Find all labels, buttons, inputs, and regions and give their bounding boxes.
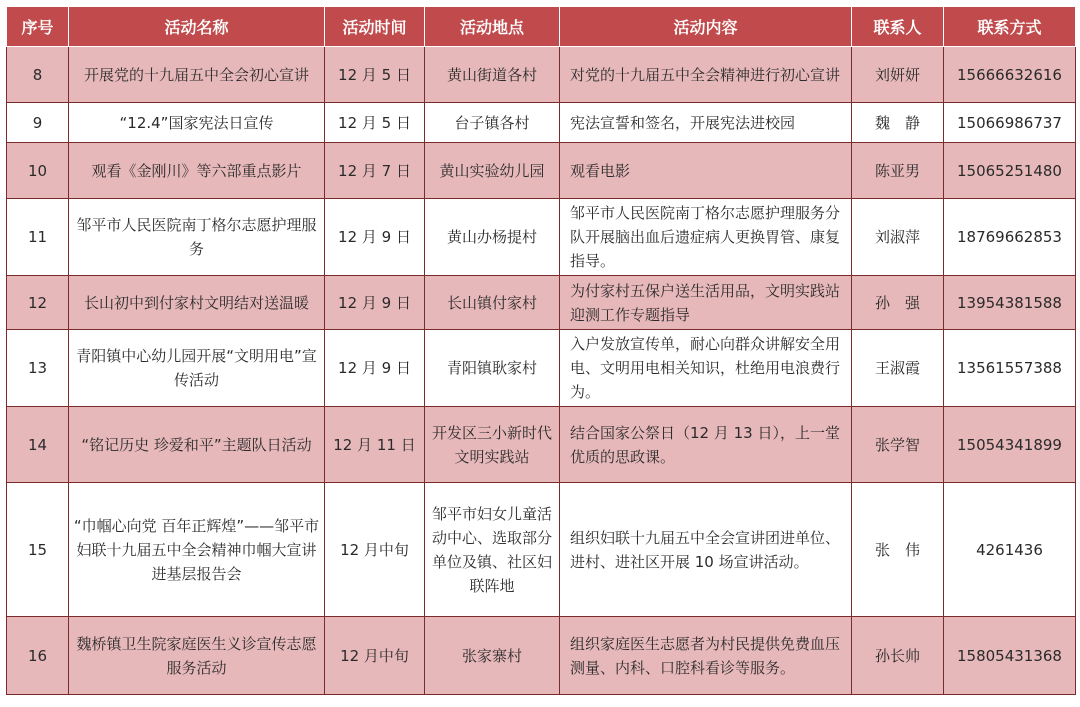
cell-time: 12 月中旬	[325, 483, 425, 617]
cell-no: 14	[7, 407, 69, 483]
cell-contact: 刘淑萍	[852, 199, 944, 276]
cell-contact: 魏 静	[852, 103, 944, 143]
cell-place: 台子镇各村	[425, 103, 560, 143]
header-contact: 联系人	[852, 7, 944, 47]
cell-place: 长山镇付家村	[425, 276, 560, 330]
cell-time: 12 月 5 日	[325, 103, 425, 143]
table-row	[7, 407, 1076, 483]
header-place: 活动地点	[425, 7, 560, 47]
activity-table	[6, 6, 1076, 695]
cell-phone: 18769662853	[944, 199, 1076, 276]
cell-no: 13	[7, 330, 69, 407]
cell-no: 11	[7, 199, 69, 276]
cell-contact: 张 伟	[852, 483, 944, 617]
cell-no: 15	[7, 483, 69, 617]
activity-table-container	[6, 6, 1075, 695]
header-name: 活动名称	[69, 7, 325, 47]
cell-no: 9	[7, 103, 69, 143]
cell-no: 12	[7, 276, 69, 330]
cell-place: 青阳镇耿家村	[425, 330, 560, 407]
table-row	[7, 617, 1076, 695]
cell-phone: 4261436	[944, 483, 1076, 617]
cell-time: 12 月中旬	[325, 617, 425, 695]
table-row	[7, 199, 1076, 276]
cell-time: 12 月 9 日	[325, 276, 425, 330]
cell-phone: 15065251480	[944, 143, 1076, 199]
cell-phone: 13561557388	[944, 330, 1076, 407]
cell-contact: 陈亚男	[852, 143, 944, 199]
cell-phone: 13954381588	[944, 276, 1076, 330]
table-row	[7, 143, 1076, 199]
cell-content: 结合国家公祭日（12 月 13 日），上一堂优质的思政课。	[560, 407, 852, 483]
cell-place: 张家寨村	[425, 617, 560, 695]
cell-time: 12 月 9 日	[325, 330, 425, 407]
cell-name: “12.4”国家宪法日宣传	[69, 103, 325, 143]
cell-content: 组织妇联十九届五中全会宣讲团进单位、进村、进社区开展 10 场宣讲活动。	[560, 483, 852, 617]
cell-name: “铭记历史 珍爱和平”主题队日活动	[69, 407, 325, 483]
cell-place: 邹平市妇女儿童活动中心、选取部分单位及镇、社区妇联阵地	[425, 483, 560, 617]
cell-name: 魏桥镇卫生院家庭医生义诊宣传志愿服务活动	[69, 617, 325, 695]
cell-content: 观看电影	[560, 143, 852, 199]
table-row	[7, 330, 1076, 407]
table-row	[7, 276, 1076, 330]
header-phone: 联系方式	[944, 7, 1076, 47]
cell-content: 为付家村五保户送生活用品，文明实践站迎测工作专题指导	[560, 276, 852, 330]
cell-phone: 15805431368	[944, 617, 1076, 695]
cell-content: 入户发放宣传单，耐心向群众讲解安全用电、文明用电相关知识，杜绝用电浪费行为。	[560, 330, 852, 407]
cell-contact: 孙长帅	[852, 617, 944, 695]
cell-time: 12 月 11 日	[325, 407, 425, 483]
cell-place: 开发区三小新时代文明实践站	[425, 407, 560, 483]
cell-name: 青阳镇中心幼儿园开展“文明用电”宣传活动	[69, 330, 325, 407]
cell-time: 12 月 9 日	[325, 199, 425, 276]
cell-contact: 孙 强	[852, 276, 944, 330]
table-row	[7, 47, 1076, 103]
cell-name: 观看《金刚川》等六部重点影片	[69, 143, 325, 199]
cell-name: 邹平市人民医院南丁格尔志愿护理服务	[69, 199, 325, 276]
cell-time: 12 月 7 日	[325, 143, 425, 199]
cell-content: 组织家庭医生志愿者为村民提供免费血压测量、内科、口腔科看诊等服务。	[560, 617, 852, 695]
cell-phone: 15054341899	[944, 407, 1076, 483]
cell-contact: 王淑霞	[852, 330, 944, 407]
cell-no: 8	[7, 47, 69, 103]
header-no: 序号	[7, 7, 69, 47]
cell-place: 黄山实验幼儿园	[425, 143, 560, 199]
cell-name: 开展党的十九届五中全会初心宣讲	[69, 47, 325, 103]
table-row	[7, 483, 1076, 617]
cell-content: 邹平市人民医院南丁格尔志愿护理服务分队开展脑出血后遗症病人更换胃管、康复指导。	[560, 199, 852, 276]
cell-place: 黄山街道各村	[425, 47, 560, 103]
cell-time: 12 月 5 日	[325, 47, 425, 103]
cell-contact: 刘妍妍	[852, 47, 944, 103]
cell-phone: 15666632616	[944, 47, 1076, 103]
table-row	[7, 103, 1076, 143]
header-time: 活动时间	[325, 7, 425, 47]
cell-name: “巾帼心向党 百年正辉煌”——邹平市妇联十九届五中全会精神巾帼大宣讲进基层报告会	[69, 483, 325, 617]
cell-content: 宪法宣誓和签名，开展宪法进校园	[560, 103, 852, 143]
header-content: 活动内容	[560, 7, 852, 47]
cell-no: 16	[7, 617, 69, 695]
cell-name: 长山初中到付家村文明结对送温暖	[69, 276, 325, 330]
cell-place: 黄山办杨提村	[425, 199, 560, 276]
cell-phone: 15066986737	[944, 103, 1076, 143]
cell-contact: 张学智	[852, 407, 944, 483]
cell-no: 10	[7, 143, 69, 199]
cell-content: 对党的十九届五中全会精神进行初心宣讲	[560, 47, 852, 103]
table-header-row	[7, 7, 1076, 47]
